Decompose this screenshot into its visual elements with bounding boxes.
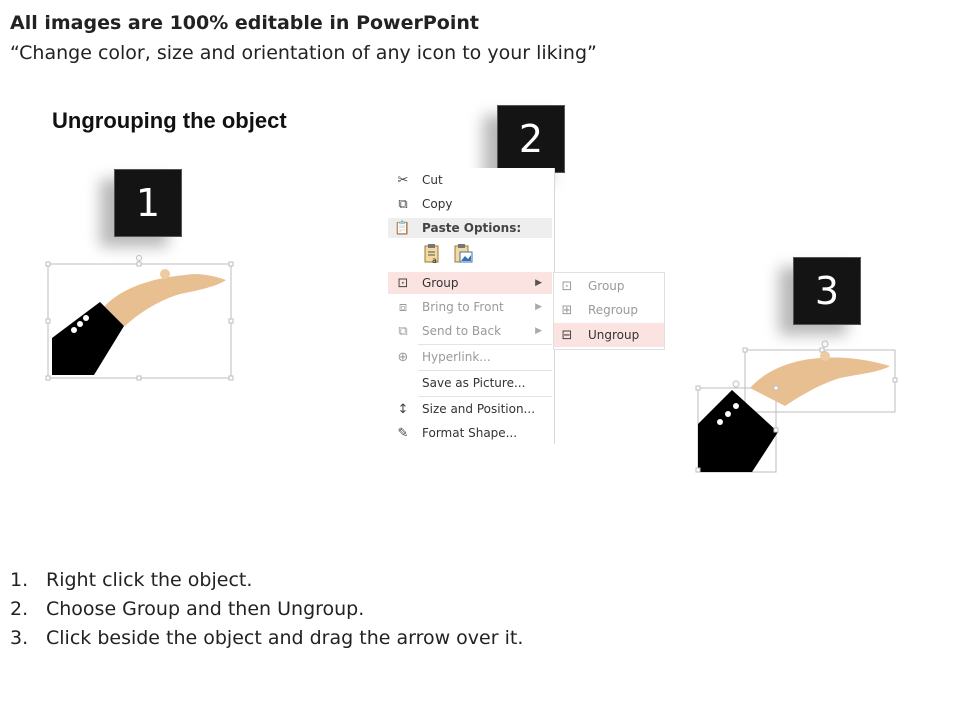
header-title: All images are 100% editable in PowerPoint <box>10 12 479 34</box>
menu-divider <box>418 396 552 397</box>
menu-divider <box>418 344 552 345</box>
group-submenu <box>553 272 665 350</box>
svg-text:a: a <box>432 256 437 265</box>
submenu-arrow-icon: ▶ <box>535 326 542 336</box>
instruction-2: 2. Choose Group and then Ungroup. <box>10 598 365 620</box>
context-menu <box>388 168 555 444</box>
submenu-item-ungroup[interactable]: ⊟ Ungroup <box>554 323 664 347</box>
hand-shape <box>750 357 890 406</box>
scissors-icon: ✂ <box>397 172 409 188</box>
bring-front-icon: ⧈ <box>398 299 408 315</box>
format-shape-icon: ✎ <box>397 425 409 441</box>
menu-item-save-as-picture[interactable]: Save as Picture... <box>422 376 526 390</box>
instruction-3: 3. Click beside the object and drag the arrow over it. <box>10 627 524 649</box>
grouped-hand-illustration[interactable] <box>40 250 240 390</box>
hand-shape <box>100 274 226 326</box>
menu-item-hyperlink[interactable]: ⊕ Hyperlink... <box>388 346 552 368</box>
menu-item-cut[interactable]: ✂ Cut <box>388 169 552 191</box>
hyperlink-icon: ⊕ <box>397 349 409 365</box>
step-badge-1: 1 <box>114 169 182 237</box>
regroup-icon: ⊞ <box>561 302 573 318</box>
ungrouped-hand-illustration[interactable] <box>690 336 905 476</box>
submenu-arrow-icon: ▶ <box>535 302 542 312</box>
menu-item-size-and-position[interactable]: ↕ Size and Position... <box>388 398 552 420</box>
step-badge-3: 3 <box>793 257 861 325</box>
group-icon: ⊡ <box>561 278 573 294</box>
copy-icon: ⧉ <box>398 196 408 212</box>
paste-icon: 📋 <box>394 220 411 236</box>
menu-item-send-to-back[interactable]: ⧉ Send to Back ▶ <box>388 320 552 342</box>
instruction-1: 1. Right click the object. <box>10 569 253 591</box>
step-badge-2: 2 <box>497 105 565 173</box>
menu-item-copy[interactable]: ⧉ Copy <box>388 193 552 215</box>
submenu-item-group[interactable]: ⊡ Group <box>554 274 664 298</box>
menu-item-bring-to-front[interactable]: ⧈ Bring to Front ▶ <box>388 296 552 318</box>
submenu-item-regroup[interactable]: ⊞ Regroup <box>554 298 664 322</box>
menu-divider <box>418 370 552 371</box>
menu-item-group[interactable]: ⊡ Group ▶ <box>388 272 552 294</box>
group-icon: ⊡ <box>397 275 409 291</box>
header-subtitle: “Change color, size and orientation of any icon to your liking” <box>10 42 597 64</box>
size-position-icon: ↕ <box>397 401 409 417</box>
send-back-icon: ⧉ <box>398 323 408 339</box>
submenu-arrow-icon: ▶ <box>535 278 542 288</box>
paste-options-header: 📋 Paste Options: <box>388 218 552 238</box>
menu-item-format-shape[interactable]: ✎ Format Shape... <box>388 422 552 444</box>
sleeve-shape <box>698 390 778 472</box>
ungroup-icon: ⊟ <box>561 327 573 343</box>
paste-keep-formatting-icon[interactable] <box>422 243 444 265</box>
section-title: Ungrouping the object <box>52 108 287 133</box>
paste-picture-icon[interactable] <box>452 243 474 265</box>
